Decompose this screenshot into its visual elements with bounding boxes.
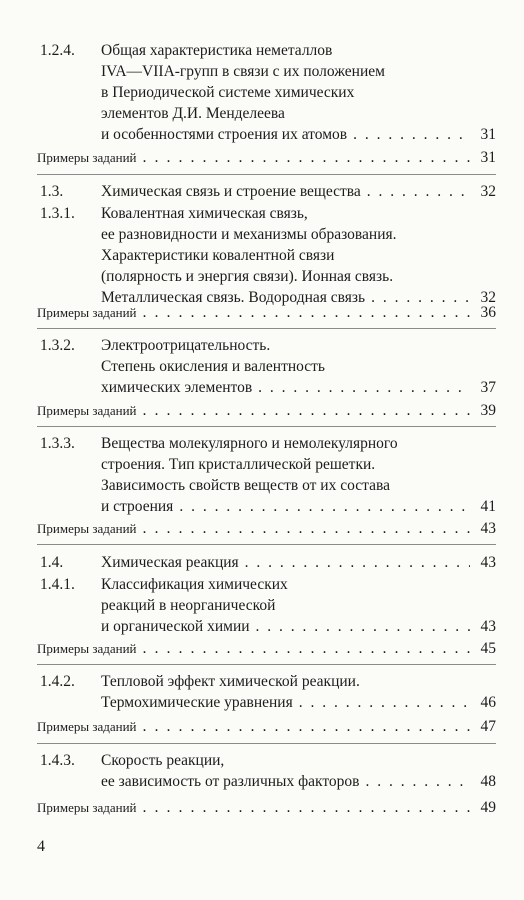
entry-number: 1.3.2.	[40, 337, 75, 354]
divider	[37, 174, 496, 175]
entry-title-line: Вещества молекулярного и немолекулярного	[101, 435, 398, 452]
examples-page-number: 45	[480, 640, 496, 657]
entry-title-line: и особенностями строения их атомов	[101, 126, 348, 143]
entry-number: 1.4.2.	[40, 673, 75, 690]
leader-dots	[258, 377, 470, 398]
examples-page-number: 39	[480, 402, 496, 419]
examples-label: Примеры заданий	[37, 800, 137, 815]
entry-title-line: Металлическая связь. Водородная связь	[101, 289, 366, 306]
examples-label: Примеры заданий	[37, 305, 137, 320]
entry-page-number: 31	[480, 126, 496, 143]
divider	[37, 544, 496, 545]
entry-page-number: 32	[480, 183, 496, 200]
divider	[37, 664, 496, 665]
entry-title-line: и органической химии	[101, 618, 250, 635]
leader-dots	[143, 716, 471, 737]
entry-title-line: химических элементов	[101, 379, 253, 396]
examples-row[interactable]	[37, 302, 496, 323]
examples-page-number: 47	[480, 718, 496, 735]
entry-title-line: Степень окисления и валентность	[101, 358, 326, 375]
entry-number: 1.3.	[40, 183, 64, 200]
toc-entry-1-3-3[interactable]	[40, 433, 496, 517]
examples-row[interactable]	[37, 797, 496, 818]
entry-title-line: элементов Д.И. Менделеева	[101, 105, 285, 122]
examples-label: Примеры заданий	[37, 403, 137, 418]
entry-number: 1.2.4.	[40, 42, 75, 59]
entry-number: 1.4.3.	[40, 752, 75, 769]
toc-entry-1-4[interactable]	[40, 552, 496, 573]
examples-label: Примеры заданий	[37, 719, 137, 734]
examples-row[interactable]	[37, 400, 496, 421]
toc-entry-1-4-1[interactable]	[40, 574, 496, 637]
entry-number: 1.4.1.	[40, 576, 75, 593]
toc-entry-1-2-4[interactable]	[40, 40, 496, 145]
entry-number: 1.3.3.	[40, 435, 75, 452]
page-number: 4	[37, 838, 45, 855]
entry-title-line: реакций в неорганической	[101, 597, 276, 614]
entry-title-line: и строения	[101, 498, 174, 515]
entry-number: 1.4.	[40, 554, 64, 571]
entry-title-line: Тепловой эффект химической реакции.	[101, 673, 360, 690]
leader-dots	[179, 496, 470, 517]
entry-title-line: Общая характеристика неметаллов	[101, 42, 333, 59]
toc-entry-1-4-3[interactable]	[40, 750, 496, 792]
leader-dots	[367, 181, 470, 202]
examples-row[interactable]	[37, 638, 496, 659]
examples-page-number: 31	[480, 149, 496, 166]
divider	[37, 328, 496, 329]
entry-title-line: Классификация химических	[101, 576, 288, 593]
examples-label: Примеры заданий	[37, 641, 137, 656]
examples-row[interactable]	[37, 518, 496, 539]
entry-title-line: (полярность и энергия связи). Ионная связь.	[101, 268, 394, 285]
entry-title-line: IVA—VIIA-групп в связи с их положением	[101, 63, 385, 80]
leader-dots	[365, 771, 470, 792]
entry-title-line: ее зависимость от различных факторов	[101, 773, 360, 790]
leader-dots	[143, 147, 471, 168]
entry-title-line: в Периодической системе химических	[101, 84, 355, 101]
leader-dots	[143, 638, 471, 659]
examples-row[interactable]	[37, 716, 496, 737]
entry-title-line: Химическая связь и строение вещества	[101, 183, 361, 200]
entry-title-line: строения. Тип кристаллической решетки.	[101, 456, 376, 473]
entry-title-line: Скорость реакции,	[101, 752, 225, 769]
entry-title-line: Термохимические уравнения	[101, 694, 293, 711]
toc-entry-1-3-2[interactable]	[40, 335, 496, 398]
leader-dots	[245, 552, 470, 573]
toc-entry-1-3[interactable]	[40, 181, 496, 202]
entry-page-number: 46	[480, 694, 496, 711]
entry-page-number: 41	[480, 498, 496, 515]
entry-title-line: Характеристики ковалентной связи	[101, 247, 335, 264]
entry-title-line: Ковалентная химическая связь,	[101, 205, 308, 222]
leader-dots	[143, 302, 471, 323]
examples-label: Примеры заданий	[37, 521, 137, 536]
examples-page-number: 36	[480, 304, 496, 321]
entry-title-line: Электроотрицательность.	[101, 337, 271, 354]
entry-page-number: 43	[480, 554, 496, 571]
examples-page-number: 43	[480, 520, 496, 537]
entry-number: 1.3.1.	[40, 205, 75, 222]
entry-title-line: Химическая реакция	[101, 554, 239, 571]
leader-dots	[143, 400, 471, 421]
leader-dots	[353, 124, 470, 145]
entry-page-number: 37	[480, 379, 496, 396]
leader-dots	[256, 616, 470, 637]
toc-entry-1-3-1[interactable]	[40, 203, 496, 308]
leader-dots	[143, 518, 471, 539]
divider	[37, 426, 496, 427]
examples-label: Примеры заданий	[37, 150, 137, 165]
leader-dots	[143, 797, 471, 818]
examples-page-number: 49	[480, 799, 496, 816]
toc-entry-1-4-2[interactable]	[40, 671, 496, 713]
entry-page-number: 43	[480, 618, 496, 635]
entry-title-line: ее разновидности и механизмы образования.	[101, 226, 397, 243]
entry-page-number: 32	[480, 289, 496, 306]
divider	[37, 743, 496, 744]
examples-row[interactable]	[37, 147, 496, 168]
entry-page-number: 48	[480, 773, 496, 790]
leader-dots	[299, 692, 470, 713]
entry-title-line: Зависимость свойств веществ от их состава	[101, 477, 390, 494]
